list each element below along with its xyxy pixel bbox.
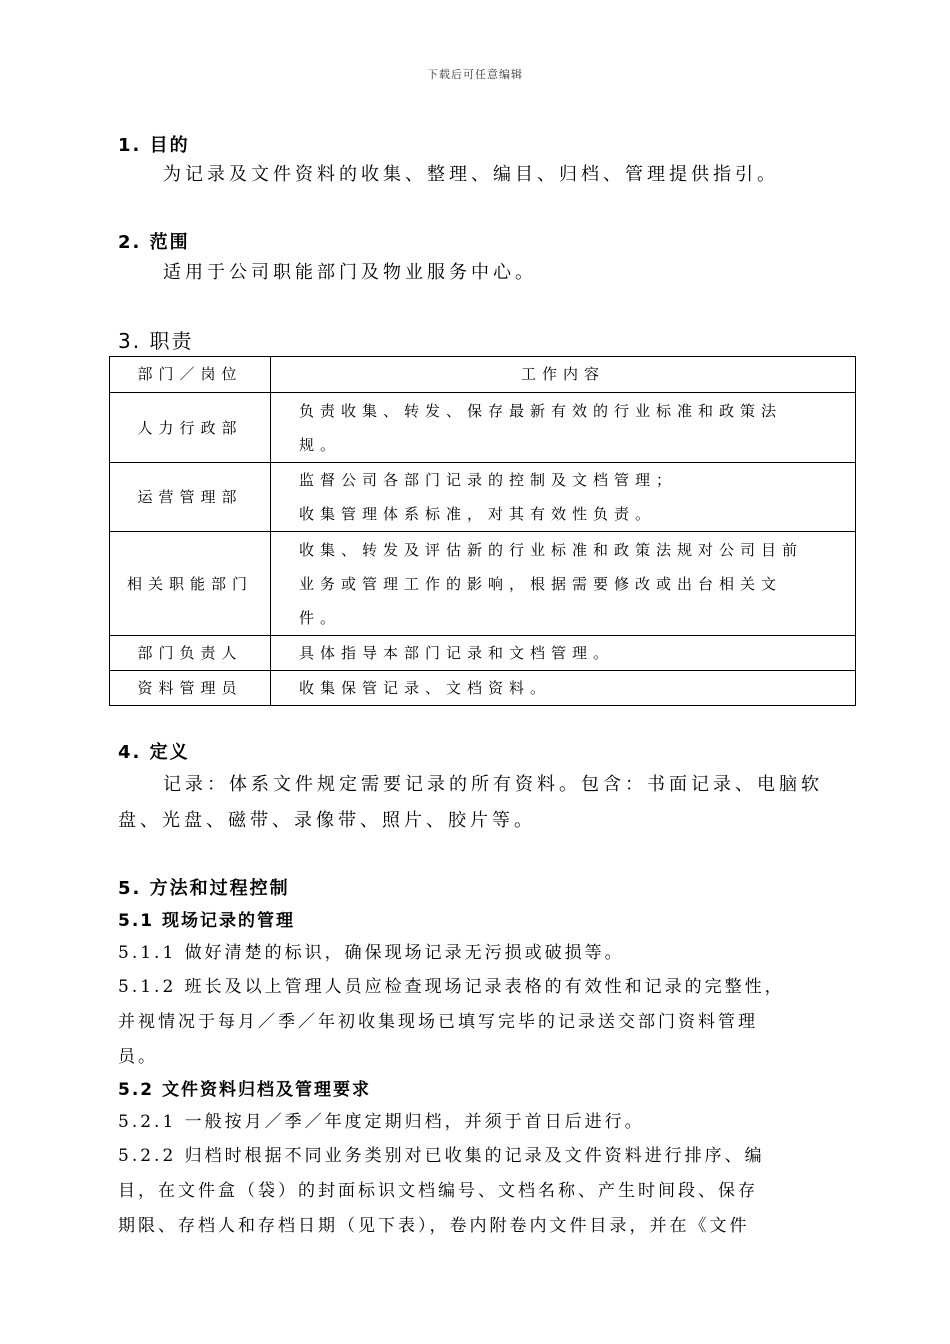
table-cell-dept: 人力行政部 [110,393,271,463]
content-line: 收集保管记录、文档资料。 [299,679,552,697]
table-header-dept: 部门／岗位 [110,357,271,393]
content-line: 负责收集、转发、保存最新有效的行业标准和政策法 [299,401,783,420]
page-header: 下载后可任意编辑 [427,68,523,81]
table-header-row [110,357,856,393]
table-row [110,393,856,463]
subsection-5-2-title: 5.2 文件资料归档及管理要求 [118,1080,372,1100]
content-line: 收集管理体系标准，对其有效性负责。 [299,505,657,523]
table-row [110,463,856,532]
section-3-title: 3. 职责 [118,329,194,353]
item-5-2-2-line-1: 5.2.2 归档时根据不同业务类别对已收集的记录及文件资料进行排序、编 [118,1146,765,1166]
section-4-line-1: 记录：体系文件规定需要记录的所有资料。包含：书面记录、电脑软 [163,774,823,795]
table-cell-content [271,671,856,706]
section-1-title: 1. 目的 [118,135,190,156]
item-5-1-2-line-2: 并视情况于每月／季／年初收集现场已填写完毕的记录送交部门资料管理 [118,1012,758,1032]
table-cell-dept: 相关职能部门 [110,532,271,636]
section-2-title: 2. 范围 [118,232,190,253]
content-line: 监督公司各部门记录的控制及文档管理； [299,471,678,489]
table-row [110,636,856,671]
content-line: 业务或管理工作的影响，根据需要修改或出台相关文 [299,574,783,593]
table-row [110,532,856,636]
item-5-1-2-line-1: 5.1.2 班长及以上管理人员应检查现场记录表格的有效性和记录的完整性， [118,977,785,997]
table-cell-content [271,393,856,463]
content-line: 收集、转发及评估新的行业标准和政策法规对公司目前 [299,540,804,559]
section-5-title: 5. 方法和过程控制 [118,878,290,899]
table-row [110,671,856,706]
table-cell-content [271,636,856,671]
table-cell-content [271,463,856,532]
table-cell-dept: 运营管理部 [110,463,271,532]
table-cell-dept: 资料管理员 [110,671,271,706]
content-line: 规。 [299,435,342,454]
content-line: 具体指导本部门记录和文档管理。 [299,644,615,662]
table-cell-content [271,532,856,636]
item-5-2-2-line-3: 期限、存档人和存档日期（见下表），卷内附卷内文件目录，并在《文件 [118,1216,750,1236]
subsection-5-1-title: 5.1 现场记录的管理 [118,911,296,931]
table-header-content: 工作内容 [271,357,856,393]
section-1-body: 为记录及文件资料的收集、整理、编目、归档、管理提供指引。 [163,164,779,185]
item-5-2-1: 5.2.1 一般按月／季／年度定期归档，并须于首日后进行。 [118,1112,645,1132]
item-5-2-2-line-2: 目，在文件盒（袋）的封面标识文档编号、文档名称、产生时间段、保存 [118,1181,758,1201]
item-5-1-2-line-3: 员。 [118,1047,158,1067]
section-2-body: 适用于公司职能部门及物业服务中心。 [163,262,537,283]
content-line: 件。 [299,608,342,627]
table-cell-dept: 部门负责人 [110,636,271,671]
item-5-1-1: 5.1.1 做好清楚的标识，确保现场记录无污损或破损等。 [118,943,625,963]
section-4-line-2: 盘、光盘、磁带、录像带、照片、胶片等。 [118,810,536,831]
responsibility-table [109,356,856,706]
section-4-title: 4. 定义 [118,742,190,763]
